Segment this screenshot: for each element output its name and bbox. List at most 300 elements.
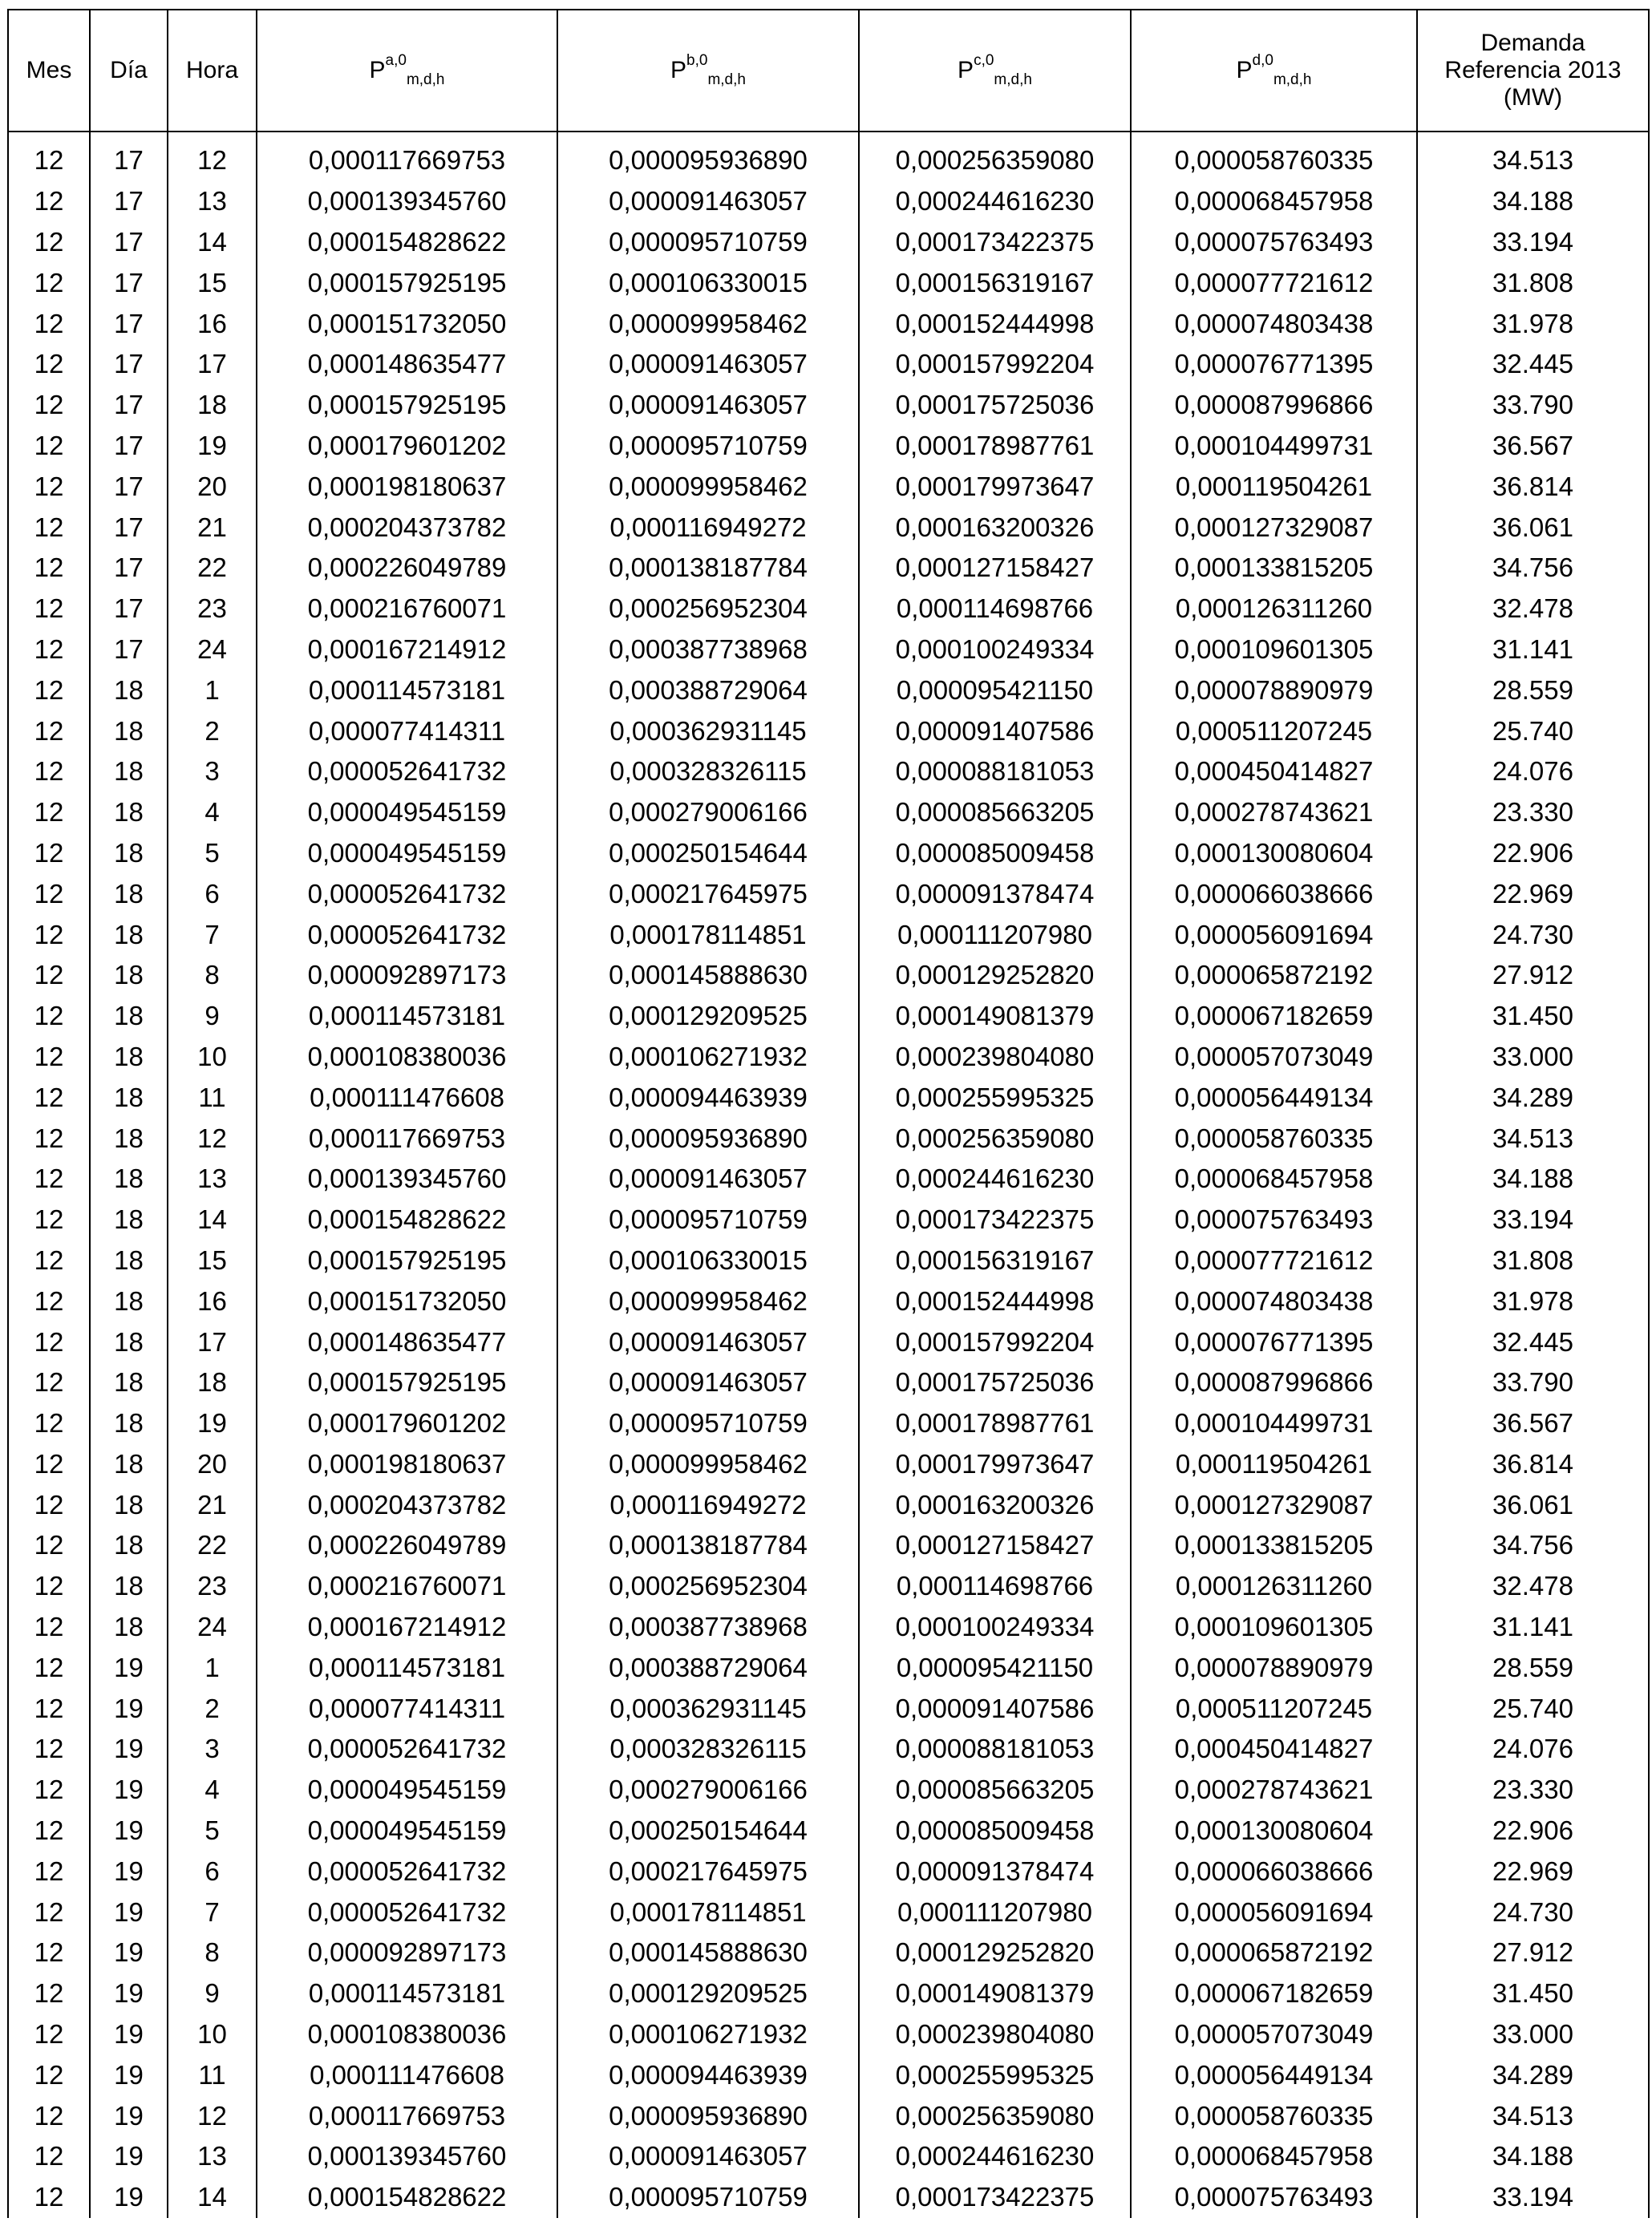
demanda-cell: 31.450 — [1417, 996, 1649, 1037]
demanda-cell: 31.450 — [1417, 1973, 1649, 2014]
table-row — [8, 1118, 1649, 1159]
table-row — [8, 507, 1649, 548]
dia-cell: 18 — [90, 1403, 168, 1444]
mes-cell: 12 — [8, 132, 90, 181]
pa-cell: 0,000117669753 — [257, 1118, 557, 1159]
pd-cell: 0,000074803438 — [1131, 1281, 1417, 1321]
mes-cell: 12 — [8, 2095, 90, 2136]
dia-cell: 18 — [90, 792, 168, 833]
dia-cell: 17 — [90, 548, 168, 589]
dia-cell: 17 — [90, 132, 168, 181]
header-demanda-line3: (MW) — [1503, 84, 1563, 111]
table-row — [8, 1770, 1649, 1811]
demanda-cell: 34.756 — [1417, 548, 1649, 589]
demanda-cell: 31.141 — [1417, 1607, 1649, 1648]
pd-cell: 0,000077721612 — [1131, 262, 1417, 303]
table-row — [8, 1321, 1649, 1362]
demanda-cell: 22.969 — [1417, 1851, 1649, 1892]
pc-cell: 0,000244616230 — [859, 2136, 1131, 2177]
pa-cell: 0,000049545159 — [257, 1811, 557, 1852]
pb-cell: 0,000129209525 — [557, 996, 859, 1037]
pc-cell: 0,000127158427 — [859, 548, 1131, 589]
table-row — [8, 132, 1649, 181]
pc-cell: 0,000175725036 — [859, 1362, 1131, 1403]
pa-cell: 0,000077414311 — [257, 710, 557, 751]
pd-cell: 0,000056449134 — [1131, 2054, 1417, 2095]
demanda-cell: 32.478 — [1417, 1566, 1649, 1607]
header-hora: Hora — [168, 10, 257, 132]
mes-cell: 12 — [8, 1688, 90, 1729]
pd-cell: 0,000065872192 — [1131, 955, 1417, 996]
hora-cell: 15 — [168, 262, 257, 303]
pa-cell: 0,000179601202 — [257, 426, 557, 467]
table-row — [8, 426, 1649, 467]
dia-cell: 17 — [90, 466, 168, 507]
hora-cell: 14 — [168, 2177, 257, 2218]
pb-cell: 0,000279006166 — [557, 792, 859, 833]
pb-cell: 0,000138187784 — [557, 1525, 859, 1566]
header-pc — [859, 10, 1131, 132]
pd-cell: 0,000066038666 — [1131, 1851, 1417, 1892]
pb-cell: 0,000116949272 — [557, 1484, 859, 1525]
pc-cell: 0,000085663205 — [859, 1770, 1131, 1811]
pb-cell: 0,000106330015 — [557, 1240, 859, 1281]
pc-cell: 0,000114698766 — [859, 1566, 1131, 1607]
pc-cell: 0,000085663205 — [859, 792, 1131, 833]
dia-cell: 18 — [90, 1321, 168, 1362]
demanda-cell: 22.969 — [1417, 873, 1649, 914]
pa-cell: 0,000049545159 — [257, 792, 557, 833]
hora-cell: 9 — [168, 996, 257, 1037]
pc-cell: 0,000152444998 — [859, 303, 1131, 344]
pc-cell: 0,000091378474 — [859, 1851, 1131, 1892]
mes-cell: 12 — [8, 1811, 90, 1852]
header-pa-base: P — [369, 57, 386, 83]
dia-cell: 18 — [90, 873, 168, 914]
demanda-cell: 27.912 — [1417, 955, 1649, 996]
pd-cell: 0,000076771395 — [1131, 1321, 1417, 1362]
hora-cell: 21 — [168, 1484, 257, 1525]
pb-cell: 0,000387738968 — [557, 629, 859, 670]
hora-cell: 11 — [168, 1077, 257, 1118]
pa-cell: 0,000154828622 — [257, 2177, 557, 2218]
pc-cell: 0,000091407586 — [859, 1688, 1131, 1729]
pa-cell: 0,000157925195 — [257, 1362, 557, 1403]
pa-cell: 0,000111476608 — [257, 1077, 557, 1118]
pa-cell: 0,000108380036 — [257, 1037, 557, 1078]
hora-cell: 7 — [168, 914, 257, 955]
pb-cell: 0,000106271932 — [557, 1037, 859, 1078]
pb-cell: 0,000091463057 — [557, 1159, 859, 1200]
table-row — [8, 955, 1649, 996]
pd-cell: 0,000058760335 — [1131, 132, 1417, 181]
table-row — [8, 548, 1649, 589]
mes-cell: 12 — [8, 262, 90, 303]
pb-cell: 0,000091463057 — [557, 181, 859, 222]
table-row — [8, 1933, 1649, 1973]
demanda-cell: 34.513 — [1417, 1118, 1649, 1159]
mes-cell: 12 — [8, 1484, 90, 1525]
table-row — [8, 1200, 1649, 1240]
hora-cell: 16 — [168, 303, 257, 344]
hora-cell: 4 — [168, 792, 257, 833]
dia-cell: 18 — [90, 955, 168, 996]
dia-cell: 17 — [90, 385, 168, 426]
pd-cell: 0,000127329087 — [1131, 507, 1417, 548]
pc-cell: 0,000156319167 — [859, 262, 1131, 303]
hora-cell: 14 — [168, 222, 257, 263]
pc-cell: 0,000244616230 — [859, 1159, 1131, 1200]
mes-cell: 12 — [8, 914, 90, 955]
pd-cell: 0,000075763493 — [1131, 222, 1417, 263]
table-row — [8, 1484, 1649, 1525]
dia-cell: 19 — [90, 2014, 168, 2055]
demanda-cell: 23.330 — [1417, 1770, 1649, 1811]
demand-profile-table — [7, 9, 1650, 2218]
hora-cell: 19 — [168, 1403, 257, 1444]
header-pc-base: P — [958, 57, 974, 83]
mes-cell: 12 — [8, 1362, 90, 1403]
dia-cell: 18 — [90, 1362, 168, 1403]
pd-cell: 0,000278743621 — [1131, 1770, 1417, 1811]
pd-cell: 0,000068457958 — [1131, 181, 1417, 222]
demanda-cell: 24.730 — [1417, 914, 1649, 955]
dia-cell: 17 — [90, 507, 168, 548]
pd-cell: 0,000109601305 — [1131, 629, 1417, 670]
table-row — [8, 710, 1649, 751]
pc-cell: 0,000129252820 — [859, 1933, 1131, 1973]
pb-cell: 0,000129209525 — [557, 1973, 859, 2014]
pc-cell: 0,000244616230 — [859, 181, 1131, 222]
dia-cell: 19 — [90, 1647, 168, 1688]
pb-cell: 0,000256952304 — [557, 589, 859, 629]
demanda-cell: 36.814 — [1417, 1444, 1649, 1485]
pd-cell: 0,000511207245 — [1131, 1688, 1417, 1729]
mes-cell: 12 — [8, 589, 90, 629]
mes-cell: 12 — [8, 1607, 90, 1648]
pb-cell: 0,000106271932 — [557, 2014, 859, 2055]
table-row — [8, 181, 1649, 222]
pc-cell: 0,000100249334 — [859, 1607, 1131, 1648]
pa-cell: 0,000157925195 — [257, 262, 557, 303]
mes-cell: 12 — [8, 1159, 90, 1200]
pd-cell: 0,000068457958 — [1131, 1159, 1417, 1200]
mes-cell: 12 — [8, 466, 90, 507]
pc-cell: 0,000091407586 — [859, 710, 1131, 751]
pc-cell: 0,000095421150 — [859, 1647, 1131, 1688]
hora-cell: 19 — [168, 426, 257, 467]
table-row — [8, 1037, 1649, 1078]
pb-cell: 0,000328326115 — [557, 751, 859, 792]
pa-cell: 0,000157925195 — [257, 1240, 557, 1281]
table-row — [8, 1281, 1649, 1321]
pa-cell: 0,000114573181 — [257, 996, 557, 1037]
dia-cell: 19 — [90, 1933, 168, 1973]
table-row — [8, 1362, 1649, 1403]
pc-cell: 0,000157992204 — [859, 344, 1131, 385]
table-row — [8, 792, 1649, 833]
mes-cell: 12 — [8, 833, 90, 874]
pa-cell: 0,000111476608 — [257, 2054, 557, 2095]
table-row — [8, 2136, 1649, 2177]
header-pd-base: P — [1236, 57, 1253, 83]
mes-cell: 12 — [8, 629, 90, 670]
pb-cell: 0,000145888630 — [557, 955, 859, 996]
pb-cell: 0,000217645975 — [557, 873, 859, 914]
header-pa-sub: m,d,h — [406, 71, 445, 88]
header-dia: Día — [90, 10, 168, 132]
pa-cell: 0,000052641732 — [257, 1892, 557, 1933]
dia-cell: 19 — [90, 1811, 168, 1852]
demanda-cell: 31.978 — [1417, 1281, 1649, 1321]
pb-cell: 0,000279006166 — [557, 1770, 859, 1811]
demanda-cell: 32.478 — [1417, 589, 1649, 629]
pa-cell: 0,000167214912 — [257, 629, 557, 670]
table-row — [8, 1566, 1649, 1607]
pc-cell: 0,000179973647 — [859, 466, 1131, 507]
hora-cell: 23 — [168, 589, 257, 629]
table-row — [8, 1403, 1649, 1444]
demanda-cell: 28.559 — [1417, 670, 1649, 710]
dia-cell: 19 — [90, 2136, 168, 2177]
mes-cell: 12 — [8, 710, 90, 751]
pb-cell: 0,000388729064 — [557, 1647, 859, 1688]
demanda-cell: 36.567 — [1417, 1403, 1649, 1444]
pd-cell: 0,000074803438 — [1131, 303, 1417, 344]
hora-cell: 24 — [168, 629, 257, 670]
pb-cell: 0,000095710759 — [557, 426, 859, 467]
pc-cell: 0,000256359080 — [859, 1118, 1131, 1159]
pa-cell: 0,000216760071 — [257, 1566, 557, 1607]
dia-cell: 19 — [90, 1973, 168, 2014]
table-row — [8, 629, 1649, 670]
header-pb — [557, 10, 859, 132]
hora-cell: 7 — [168, 1892, 257, 1933]
pa-cell: 0,000114573181 — [257, 1647, 557, 1688]
demanda-cell: 33.790 — [1417, 385, 1649, 426]
pb-cell: 0,000095936890 — [557, 2095, 859, 2136]
mes-cell: 12 — [8, 1200, 90, 1240]
mes-cell: 12 — [8, 1892, 90, 1933]
hora-cell: 13 — [168, 1159, 257, 1200]
table-row — [8, 833, 1649, 874]
hora-cell: 18 — [168, 1362, 257, 1403]
pc-cell: 0,000088181053 — [859, 1729, 1131, 1770]
dia-cell: 18 — [90, 1037, 168, 1078]
mes-cell: 12 — [8, 426, 90, 467]
mes-cell: 12 — [8, 1281, 90, 1321]
pc-cell: 0,000178987761 — [859, 426, 1131, 467]
mes-cell: 12 — [8, 1321, 90, 1362]
mes-cell: 12 — [8, 873, 90, 914]
pd-cell: 0,000065872192 — [1131, 1933, 1417, 1973]
table-row — [8, 1525, 1649, 1566]
pa-cell: 0,000167214912 — [257, 1607, 557, 1648]
demanda-cell: 31.978 — [1417, 303, 1649, 344]
mes-cell: 12 — [8, 1851, 90, 1892]
mes-cell: 12 — [8, 303, 90, 344]
pa-cell: 0,000108380036 — [257, 2014, 557, 2055]
hora-cell: 12 — [168, 132, 257, 181]
pa-cell: 0,000139345760 — [257, 2136, 557, 2177]
pb-cell: 0,000387738968 — [557, 1607, 859, 1648]
header-demanda — [1417, 10, 1649, 132]
pd-cell: 0,000057073049 — [1131, 2014, 1417, 2055]
pa-cell: 0,000114573181 — [257, 670, 557, 710]
hora-cell: 5 — [168, 1811, 257, 1852]
pb-cell: 0,000099958462 — [557, 303, 859, 344]
pb-cell: 0,000145888630 — [557, 1933, 859, 1973]
hora-cell: 20 — [168, 466, 257, 507]
table-row — [8, 1647, 1649, 1688]
pa-cell: 0,000052641732 — [257, 873, 557, 914]
demanda-cell: 33.790 — [1417, 1362, 1649, 1403]
dia-cell: 17 — [90, 629, 168, 670]
pb-cell: 0,000217645975 — [557, 1851, 859, 1892]
mes-cell: 12 — [8, 996, 90, 1037]
demanda-cell: 24.076 — [1417, 751, 1649, 792]
pa-cell: 0,000052641732 — [257, 1729, 557, 1770]
dia-cell: 17 — [90, 303, 168, 344]
pa-cell: 0,000052641732 — [257, 1851, 557, 1892]
mes-cell: 12 — [8, 1525, 90, 1566]
hora-cell: 2 — [168, 1688, 257, 1729]
demanda-cell: 34.289 — [1417, 1077, 1649, 1118]
mes-cell: 12 — [8, 1240, 90, 1281]
pd-cell: 0,000058760335 — [1131, 2095, 1417, 2136]
pd-cell: 0,000058760335 — [1131, 1118, 1417, 1159]
mes-cell: 12 — [8, 1037, 90, 1078]
pc-cell: 0,000173422375 — [859, 222, 1131, 263]
hora-cell: 15 — [168, 1240, 257, 1281]
table-body — [8, 132, 1649, 2218]
dia-cell: 18 — [90, 751, 168, 792]
pc-cell: 0,000163200326 — [859, 1484, 1131, 1525]
pa-cell: 0,000226049789 — [257, 548, 557, 589]
pd-cell: 0,000450414827 — [1131, 1729, 1417, 1770]
header-pd — [1131, 10, 1417, 132]
pb-cell: 0,000095936890 — [557, 1118, 859, 1159]
demanda-cell: 32.445 — [1417, 344, 1649, 385]
hora-cell: 21 — [168, 507, 257, 548]
pa-cell: 0,000148635477 — [257, 1321, 557, 1362]
table-row — [8, 2095, 1649, 2136]
pc-cell: 0,000111207980 — [859, 914, 1131, 955]
pc-cell: 0,000157992204 — [859, 1321, 1131, 1362]
pc-cell: 0,000256359080 — [859, 132, 1131, 181]
table-row — [8, 2014, 1649, 2055]
pc-cell: 0,000239804080 — [859, 2014, 1131, 2055]
hora-cell: 11 — [168, 2054, 257, 2095]
hora-cell: 1 — [168, 1647, 257, 1688]
pc-cell: 0,000114698766 — [859, 589, 1131, 629]
pd-cell: 0,000077721612 — [1131, 1240, 1417, 1281]
dia-cell: 18 — [90, 1566, 168, 1607]
mes-cell: 12 — [8, 1729, 90, 1770]
mes-cell: 12 — [8, 792, 90, 833]
mes-cell: 12 — [8, 751, 90, 792]
pd-cell: 0,000087996866 — [1131, 1362, 1417, 1403]
table-row — [8, 2177, 1649, 2218]
hora-cell: 6 — [168, 873, 257, 914]
pc-cell: 0,000173422375 — [859, 2177, 1131, 2218]
pc-cell: 0,000088181053 — [859, 751, 1131, 792]
pa-cell: 0,000114573181 — [257, 1973, 557, 2014]
demanda-cell: 36.061 — [1417, 1484, 1649, 1525]
pa-cell: 0,000226049789 — [257, 1525, 557, 1566]
demanda-cell: 33.000 — [1417, 2014, 1649, 2055]
pc-cell: 0,000149081379 — [859, 1973, 1131, 2014]
demanda-cell: 31.808 — [1417, 262, 1649, 303]
demanda-cell: 36.814 — [1417, 466, 1649, 507]
hora-cell: 17 — [168, 1321, 257, 1362]
pa-cell: 0,000092897173 — [257, 955, 557, 996]
pa-cell: 0,000157925195 — [257, 385, 557, 426]
pb-cell: 0,000250154644 — [557, 833, 859, 874]
demanda-cell: 33.000 — [1417, 1037, 1649, 1078]
table-row — [8, 873, 1649, 914]
pb-cell: 0,000095710759 — [557, 1200, 859, 1240]
pb-cell: 0,000095710759 — [557, 2177, 859, 2218]
pb-cell: 0,000095936890 — [557, 132, 859, 181]
hora-cell: 10 — [168, 1037, 257, 1078]
pd-cell: 0,000450414827 — [1131, 751, 1417, 792]
dia-cell: 18 — [90, 1484, 168, 1525]
dia-cell: 17 — [90, 181, 168, 222]
dia-cell: 18 — [90, 1118, 168, 1159]
mes-cell: 12 — [8, 1403, 90, 1444]
mes-cell: 12 — [8, 955, 90, 996]
pb-cell: 0,000095710759 — [557, 222, 859, 263]
demanda-cell: 24.730 — [1417, 1892, 1649, 1933]
pc-cell: 0,000085009458 — [859, 833, 1131, 874]
mes-cell: 12 — [8, 2177, 90, 2218]
pc-cell: 0,000085009458 — [859, 1811, 1131, 1852]
pc-cell: 0,000091378474 — [859, 873, 1131, 914]
mes-cell: 12 — [8, 2054, 90, 2095]
pb-cell: 0,000091463057 — [557, 1362, 859, 1403]
hora-cell: 18 — [168, 385, 257, 426]
table-row — [8, 1077, 1649, 1118]
table-row — [8, 751, 1649, 792]
table-row — [8, 1973, 1649, 2014]
hora-cell: 10 — [168, 2014, 257, 2055]
pd-cell: 0,000067182659 — [1131, 1973, 1417, 2014]
demanda-cell: 34.188 — [1417, 2136, 1649, 2177]
pa-cell: 0,000216760071 — [257, 589, 557, 629]
pc-cell: 0,000256359080 — [859, 2095, 1131, 2136]
pd-cell: 0,000087996866 — [1131, 385, 1417, 426]
header-row — [8, 10, 1649, 132]
pb-cell: 0,000116949272 — [557, 507, 859, 548]
dia-cell: 18 — [90, 1444, 168, 1485]
table-row — [8, 1444, 1649, 1485]
mes-cell: 12 — [8, 1933, 90, 1973]
mes-cell: 12 — [8, 507, 90, 548]
demanda-cell: 34.756 — [1417, 1525, 1649, 1566]
mes-cell: 12 — [8, 344, 90, 385]
pc-cell: 0,000173422375 — [859, 1200, 1131, 1240]
pc-cell: 0,000152444998 — [859, 1281, 1131, 1321]
pd-cell: 0,000068457958 — [1131, 2136, 1417, 2177]
pd-cell: 0,000066038666 — [1131, 873, 1417, 914]
pd-cell: 0,000104499731 — [1131, 1403, 1417, 1444]
pb-cell: 0,000138187784 — [557, 548, 859, 589]
pc-cell: 0,000175725036 — [859, 385, 1131, 426]
pb-cell: 0,000106330015 — [557, 262, 859, 303]
hora-cell: 9 — [168, 1973, 257, 2014]
demanda-cell: 28.559 — [1417, 1647, 1649, 1688]
